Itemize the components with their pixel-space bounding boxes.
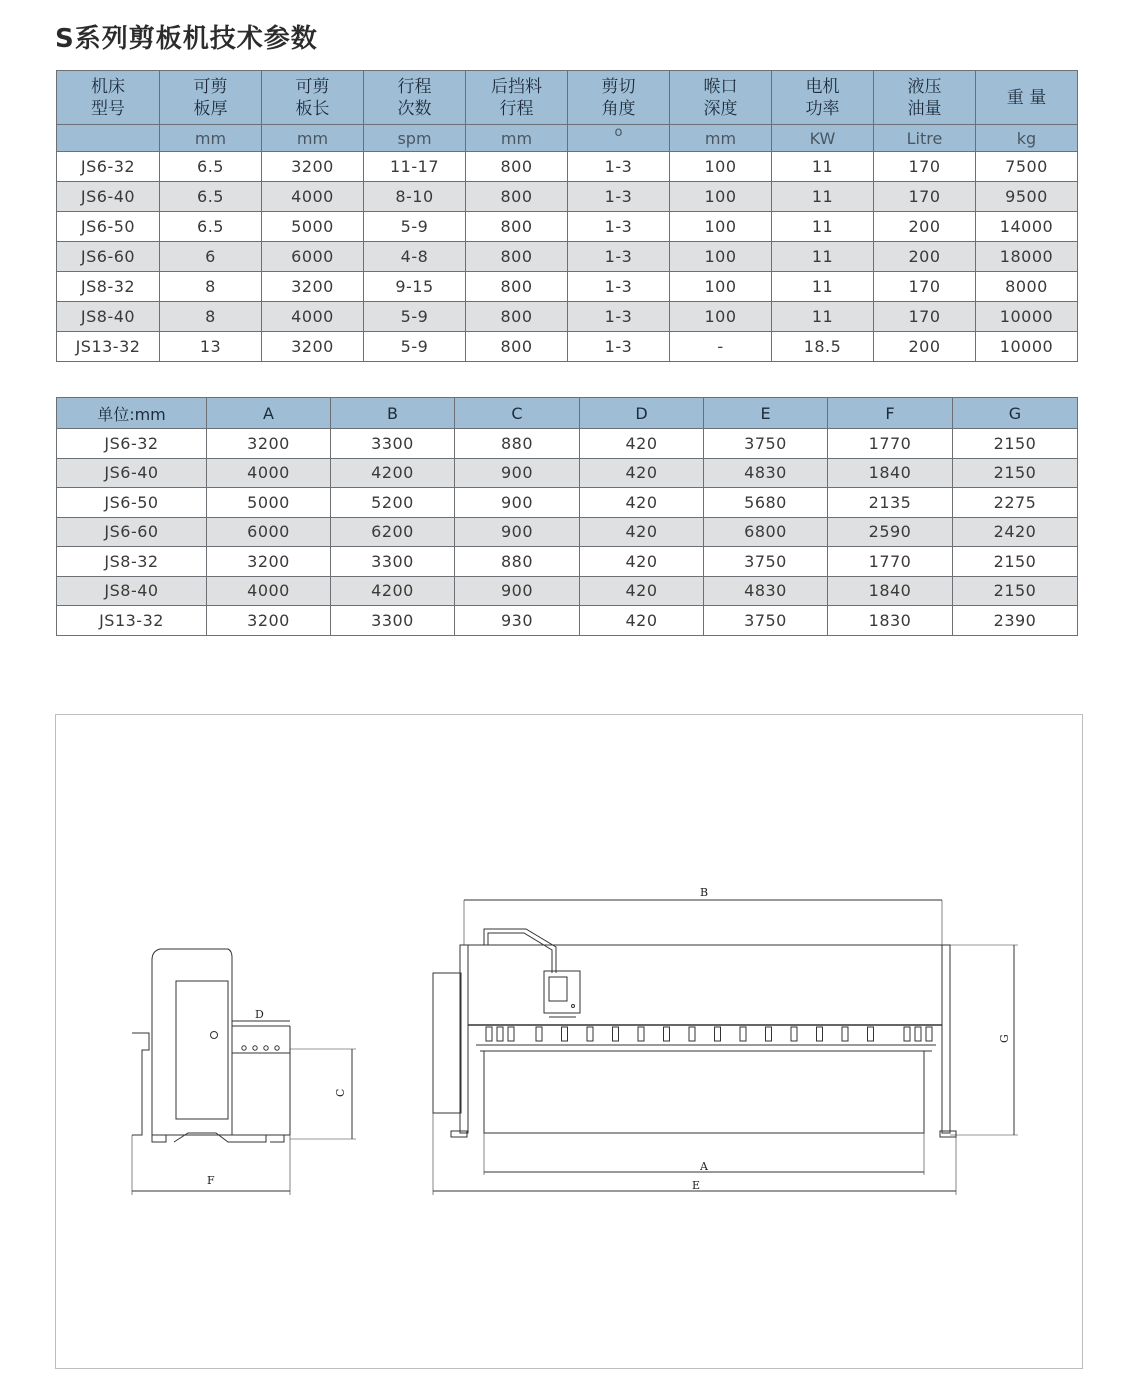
value-cell: 1-3 [568, 332, 670, 362]
header-e: E [704, 398, 828, 429]
header-d: D [580, 398, 704, 429]
unit-cell: Litre [874, 125, 976, 152]
value-cell: 880 [455, 429, 580, 459]
model-cell: JS6-50 [57, 212, 160, 242]
value-cell: 420 [580, 488, 704, 518]
value-cell: 900 [455, 488, 580, 518]
control-arm [484, 929, 556, 973]
model-cell: JS8-40 [57, 302, 160, 332]
table-row [57, 152, 1078, 182]
header-strokes [364, 71, 466, 125]
value-cell: 2150 [953, 429, 1078, 459]
value-cell: 420 [580, 517, 704, 547]
side-hole [275, 1046, 279, 1050]
value-cell: - [670, 332, 772, 362]
value-cell: 4200 [331, 576, 455, 606]
value-cell: 900 [455, 458, 580, 488]
header-b: B [331, 398, 455, 429]
value-cell: 4-8 [364, 242, 466, 272]
clamp-foot [587, 1027, 593, 1041]
value-cell: 420 [580, 547, 704, 577]
side-knob [211, 1032, 218, 1039]
value-cell: 1770 [828, 547, 953, 577]
unit-cell: KW [772, 125, 874, 152]
upper-beam [468, 945, 942, 1025]
value-cell: 800 [466, 332, 568, 362]
value-cell: 4000 [207, 458, 331, 488]
control-button [572, 1005, 575, 1008]
header-text: 后挡料 行程 [491, 76, 542, 119]
value-cell: 8-10 [364, 182, 466, 212]
value-cell: 3300 [331, 429, 455, 459]
dim-d-label: D [255, 1008, 264, 1021]
value-cell: 1-3 [568, 212, 670, 242]
table-row [57, 332, 1078, 362]
clamp-foot [536, 1027, 542, 1041]
dimensions-table [56, 397, 1078, 636]
value-cell: 800 [466, 272, 568, 302]
value-cell: 8 [160, 302, 262, 332]
machine-drawing-frame [55, 714, 1083, 1369]
header-text: 电机 功率 [805, 76, 840, 119]
header-backgauge [466, 71, 568, 125]
header-thickness [160, 71, 262, 125]
value-cell: 3200 [207, 429, 331, 459]
unit-cell [57, 125, 160, 152]
value-cell: 5000 [207, 488, 331, 518]
value-cell: 3750 [704, 429, 828, 459]
table-row [57, 242, 1078, 272]
value-cell: 6 [160, 242, 262, 272]
value-cell: 800 [466, 212, 568, 242]
side-hole [253, 1046, 257, 1050]
header-weight [976, 71, 1078, 125]
value-cell: 1-3 [568, 182, 670, 212]
table-row [57, 547, 1078, 577]
value-cell: 5000 [262, 212, 364, 242]
value-cell: 10000 [976, 332, 1078, 362]
value-cell: 1840 [828, 576, 953, 606]
header-angle [568, 71, 670, 125]
value-cell: 800 [466, 242, 568, 272]
header-model [57, 71, 160, 125]
value-cell: 200 [874, 332, 976, 362]
front-view [433, 886, 1018, 1195]
model-cell: JS6-60 [57, 242, 160, 272]
header-motor [772, 71, 874, 125]
header-throat [670, 71, 772, 125]
value-cell: 4000 [262, 182, 364, 212]
unit-cell: kg [976, 125, 1078, 152]
clamp-foot [740, 1027, 746, 1041]
side-rear-bracket [132, 1033, 149, 1135]
units-row [57, 125, 1078, 152]
model-cell: JS6-60 [57, 517, 207, 547]
table-row [57, 458, 1078, 488]
header-text: 液压 油量 [907, 76, 942, 119]
value-cell: 100 [670, 152, 772, 182]
value-cell: 900 [455, 576, 580, 606]
value-cell: 7500 [976, 152, 1078, 182]
value-cell: 2150 [953, 458, 1078, 488]
value-cell: 100 [670, 212, 772, 242]
dim-b-label: B [700, 886, 709, 899]
value-cell: 800 [466, 302, 568, 332]
model-cell: JS8-32 [57, 272, 160, 302]
value-cell: 5-9 [364, 302, 466, 332]
side-hole [242, 1046, 246, 1050]
table-row [57, 212, 1078, 242]
header-row [57, 398, 1078, 429]
value-cell: 3200 [262, 152, 364, 182]
dim-g-label: G [998, 1034, 1011, 1043]
value-cell: 4830 [704, 576, 828, 606]
table-row [57, 429, 1078, 459]
dim-c-label: C [334, 1088, 347, 1097]
side-base [152, 1133, 284, 1142]
value-cell: 11-17 [364, 152, 466, 182]
header-text: 可剪 板长 [295, 76, 330, 119]
value-cell: 8 [160, 272, 262, 302]
value-cell: 1770 [828, 429, 953, 459]
header-f: F [828, 398, 953, 429]
lower-body [484, 1051, 924, 1133]
value-cell: 3300 [331, 606, 455, 636]
value-cell: 2390 [953, 606, 1078, 636]
technical-parameters-table [56, 70, 1078, 362]
value-cell: 3750 [704, 606, 828, 636]
clamp-foot [791, 1027, 797, 1041]
value-cell: 3200 [262, 332, 364, 362]
model-cell: JS8-40 [57, 576, 207, 606]
dim-e-label: E [692, 1179, 701, 1192]
model-cell: JS13-32 [57, 332, 160, 362]
clamp-foot [497, 1027, 503, 1041]
unit-cell: mm [160, 125, 262, 152]
clamp-foot [562, 1027, 568, 1041]
value-cell: 170 [874, 182, 976, 212]
clamp-foot [766, 1027, 772, 1041]
value-cell: 200 [874, 212, 976, 242]
clamp-foot [817, 1027, 823, 1041]
value-cell: 170 [874, 302, 976, 332]
value-cell: 6.5 [160, 212, 262, 242]
clamp-foot [715, 1027, 721, 1041]
header-c: C [455, 398, 580, 429]
clamp-foot [689, 1027, 695, 1041]
value-cell: 420 [580, 576, 704, 606]
value-cell: 100 [670, 242, 772, 272]
value-cell: 800 [466, 152, 568, 182]
value-cell: 10000 [976, 302, 1078, 332]
right-frame [942, 945, 950, 1133]
value-cell: 420 [580, 429, 704, 459]
header-length [262, 71, 364, 125]
clamp-foot [904, 1027, 910, 1041]
clamp-foot [638, 1027, 644, 1041]
value-cell: 13 [160, 332, 262, 362]
clamp-foot [613, 1027, 619, 1041]
header-oil [874, 71, 976, 125]
value-cell: 420 [580, 458, 704, 488]
value-cell: 2150 [953, 576, 1078, 606]
value-cell: 170 [874, 272, 976, 302]
unit-cell: mm [466, 125, 568, 152]
value-cell: 11 [772, 212, 874, 242]
table-row [57, 517, 1078, 547]
value-cell: 9-15 [364, 272, 466, 302]
value-cell: 8000 [976, 272, 1078, 302]
model-cell: JS6-32 [57, 152, 160, 182]
value-cell: 900 [455, 517, 580, 547]
table-row [57, 606, 1078, 636]
table-row [57, 576, 1078, 606]
model-cell: JS6-50 [57, 488, 207, 518]
header-text: 重 量 [1006, 87, 1047, 108]
model-cell: JS8-32 [57, 547, 207, 577]
control-screen [549, 977, 567, 1001]
model-cell: JS6-32 [57, 429, 207, 459]
header-row [57, 71, 1078, 125]
value-cell: 880 [455, 547, 580, 577]
header-text: 机床 型号 [91, 76, 125, 119]
value-cell: 6800 [704, 517, 828, 547]
value-cell: 1-3 [568, 302, 670, 332]
unit-cell: o [568, 125, 670, 152]
unit-cell: spm [364, 125, 466, 152]
value-cell: 170 [874, 152, 976, 182]
side-inner-panel [176, 981, 228, 1119]
value-cell: 6.5 [160, 152, 262, 182]
value-cell: 3750 [704, 547, 828, 577]
value-cell: 100 [670, 272, 772, 302]
value-cell: 4000 [262, 302, 364, 332]
value-cell: 5-9 [364, 212, 466, 242]
value-cell: 6000 [207, 517, 331, 547]
value-cell: 2135 [828, 488, 953, 518]
machine-drawing [56, 715, 1084, 1370]
header-text: 剪切 角度 [601, 76, 636, 119]
clamp-foot [926, 1027, 932, 1041]
value-cell: 6.5 [160, 182, 262, 212]
table-row [57, 182, 1078, 212]
value-cell: 14000 [976, 212, 1078, 242]
value-cell: 2150 [953, 547, 1078, 577]
model-cell: JS6-40 [57, 182, 160, 212]
value-cell: 930 [455, 606, 580, 636]
unit-cell: mm [262, 125, 364, 152]
value-cell: 3200 [207, 547, 331, 577]
value-cell: 11 [772, 152, 874, 182]
value-cell: 1-3 [568, 272, 670, 302]
value-cell: 6200 [331, 517, 455, 547]
value-cell: 100 [670, 182, 772, 212]
value-cell: 9500 [976, 182, 1078, 212]
side-housing [152, 949, 232, 1135]
value-cell: 3300 [331, 547, 455, 577]
side-hole [264, 1046, 268, 1050]
value-cell: 3200 [262, 272, 364, 302]
page-title: S系列剪板机技术参数 [55, 24, 318, 54]
header-g: G [953, 398, 1078, 429]
clamp-foot [915, 1027, 921, 1041]
clamp-foot [508, 1027, 514, 1041]
value-cell: 1-3 [568, 242, 670, 272]
header-text: 可剪 板厚 [193, 76, 228, 119]
header-unit: 单位:mm [57, 398, 207, 429]
value-cell: 11 [772, 272, 874, 302]
value-cell: 200 [874, 242, 976, 272]
value-cell: 11 [772, 182, 874, 212]
value-cell: 4200 [331, 458, 455, 488]
dim-a-label: A [700, 1160, 708, 1173]
clamp-feet [486, 1027, 932, 1041]
header-a: A [207, 398, 331, 429]
value-cell: 5-9 [364, 332, 466, 362]
clamp-foot [842, 1027, 848, 1041]
value-cell: 11 [772, 242, 874, 272]
value-cell: 18.5 [772, 332, 874, 362]
unit-cell: mm [670, 125, 772, 152]
value-cell: 1830 [828, 606, 953, 636]
value-cell: 3200 [207, 606, 331, 636]
model-cell: JS13-32 [57, 606, 207, 636]
clamp-foot [664, 1027, 670, 1041]
value-cell: 4000 [207, 576, 331, 606]
clamp-foot [868, 1027, 874, 1041]
value-cell: 2590 [828, 517, 953, 547]
value-cell: 18000 [976, 242, 1078, 272]
value-cell: 1-3 [568, 152, 670, 182]
value-cell: 800 [466, 182, 568, 212]
header-text: 行程 次数 [397, 76, 432, 119]
table-row [57, 272, 1078, 302]
table-row [57, 302, 1078, 332]
value-cell: 5680 [704, 488, 828, 518]
value-cell: 2420 [953, 517, 1078, 547]
value-cell: 11 [772, 302, 874, 332]
side-view [132, 949, 356, 1195]
table-row [57, 488, 1078, 518]
value-cell: 4830 [704, 458, 828, 488]
dim-f-label: F [207, 1174, 215, 1187]
value-cell: 100 [670, 302, 772, 332]
left-foot [451, 1131, 467, 1137]
value-cell: 2275 [953, 488, 1078, 518]
model-cell: JS6-40 [57, 458, 207, 488]
header-text: 喉口 深度 [703, 76, 738, 119]
value-cell: 1840 [828, 458, 953, 488]
value-cell: 6000 [262, 242, 364, 272]
value-cell: 5200 [331, 488, 455, 518]
hydraulic-box [433, 973, 461, 1113]
value-cell: 420 [580, 606, 704, 636]
clamp-foot [486, 1027, 492, 1041]
